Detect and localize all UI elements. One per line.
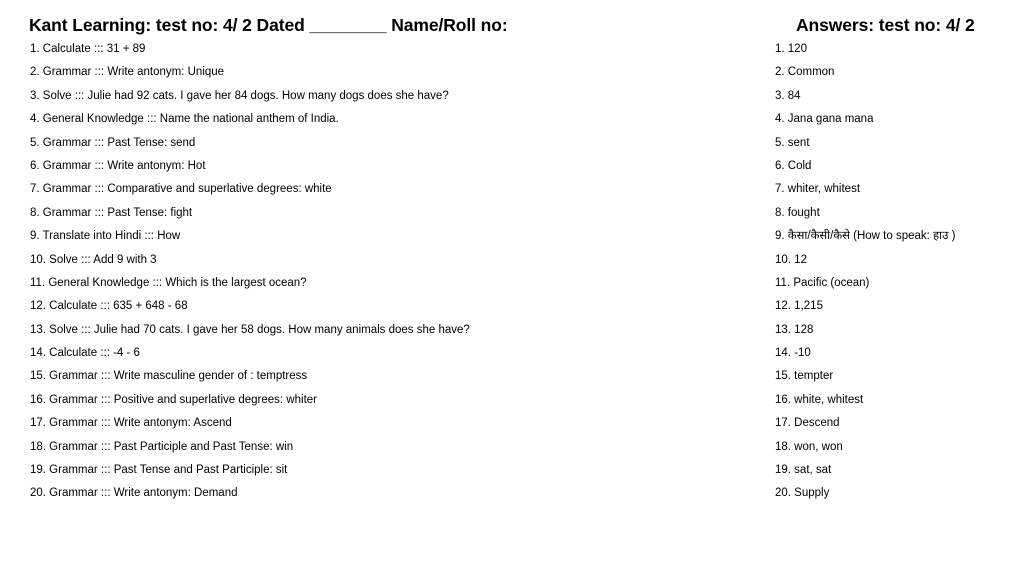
answers-title: Answers: test no: 4/ 2 xyxy=(796,15,975,35)
question-item: 10. Solve ::: Add 9 with 3 xyxy=(30,253,157,266)
question-item: 1. Calculate ::: 31 + 89 xyxy=(30,43,146,55)
question-item: 3. Solve ::: Julie had 92 cats. I gave her 84 dogs. How many dogs does she have? xyxy=(30,89,449,102)
answer-item: 3. 84 xyxy=(775,89,801,102)
question-item: 8. Grammar ::: Past Tense: fight xyxy=(30,206,193,219)
answer-item: 18. won, won xyxy=(775,440,843,453)
answers-list xyxy=(775,42,965,510)
answer-item: 14. -10 xyxy=(775,347,811,360)
question-item: 13. Solve ::: Julie had 70 cats. I gave her 58 dogs. How many animals does she have? xyxy=(30,323,470,336)
answer-item: 11. Pacific (ocean) xyxy=(775,276,870,289)
answer-item: 20. Supply xyxy=(775,487,830,500)
answer-item: 7. whiter, whitest xyxy=(775,183,861,196)
answer-item: 5. sent xyxy=(775,136,810,149)
question-item: 2. Grammar ::: Write antonym: Unique xyxy=(30,66,225,79)
answer-item: 2. Common xyxy=(775,66,835,79)
answer-item: 19. sat, sat xyxy=(775,464,832,477)
answer-item: 1. 120 xyxy=(775,43,807,55)
question-item: 7. Grammar ::: Comparative and superlative degrees: white xyxy=(30,183,332,196)
answer-item: 4. Jana gana mana xyxy=(775,113,874,126)
question-item: 12. Calculate ::: 635 + 648 - 68 xyxy=(30,300,188,313)
answer-item: 16. white, whitest xyxy=(775,393,864,406)
question-item: 11. General Knowledge ::: Which is the largest ocean? xyxy=(30,276,307,289)
question-item: 19. Grammar ::: Past Tense and Past Participle: sit xyxy=(30,464,288,477)
answer-item: 6. Cold xyxy=(775,159,812,172)
question-item: 16. Grammar ::: Positive and superlative degrees: whiter xyxy=(30,393,317,406)
question-item: 17. Grammar ::: Write antonym: Ascend xyxy=(30,417,232,430)
question-item: 5. Grammar ::: Past Tense: send xyxy=(30,136,196,149)
answer-item: 17. Descend xyxy=(775,417,840,430)
question-item: 15. Grammar ::: Write masculine gender of : temptress xyxy=(30,370,308,383)
answer-item: 13. 128 xyxy=(775,323,814,336)
questions-list xyxy=(30,42,730,510)
question-item: 6. Grammar ::: Write antonym: Hot xyxy=(30,159,206,172)
answer-item: 10. 12 xyxy=(775,253,807,266)
answer-item: 12. 1,215 xyxy=(775,300,823,313)
question-item: 4. General Knowledge ::: Name the national anthem of India. xyxy=(30,113,339,126)
answer-item: 15. tempter xyxy=(775,370,834,383)
answer-item: 9. कैसा/कैसी/कैसे (How to speak: हाउ ) xyxy=(775,230,956,243)
question-item: 14. Calculate ::: -4 - 6 xyxy=(30,347,140,360)
question-item: 20. Grammar ::: Write antonym: Demand xyxy=(30,487,238,500)
question-item: 9. Translate into Hindi ::: How xyxy=(30,230,181,243)
answer-item: 8. fought xyxy=(775,206,820,219)
test-title: Kant Learning: test no: 4/ 2 Dated ________ Name/Roll no: xyxy=(29,15,508,35)
question-item: 18. Grammar ::: Past Participle and Past Tense: win xyxy=(30,440,294,453)
